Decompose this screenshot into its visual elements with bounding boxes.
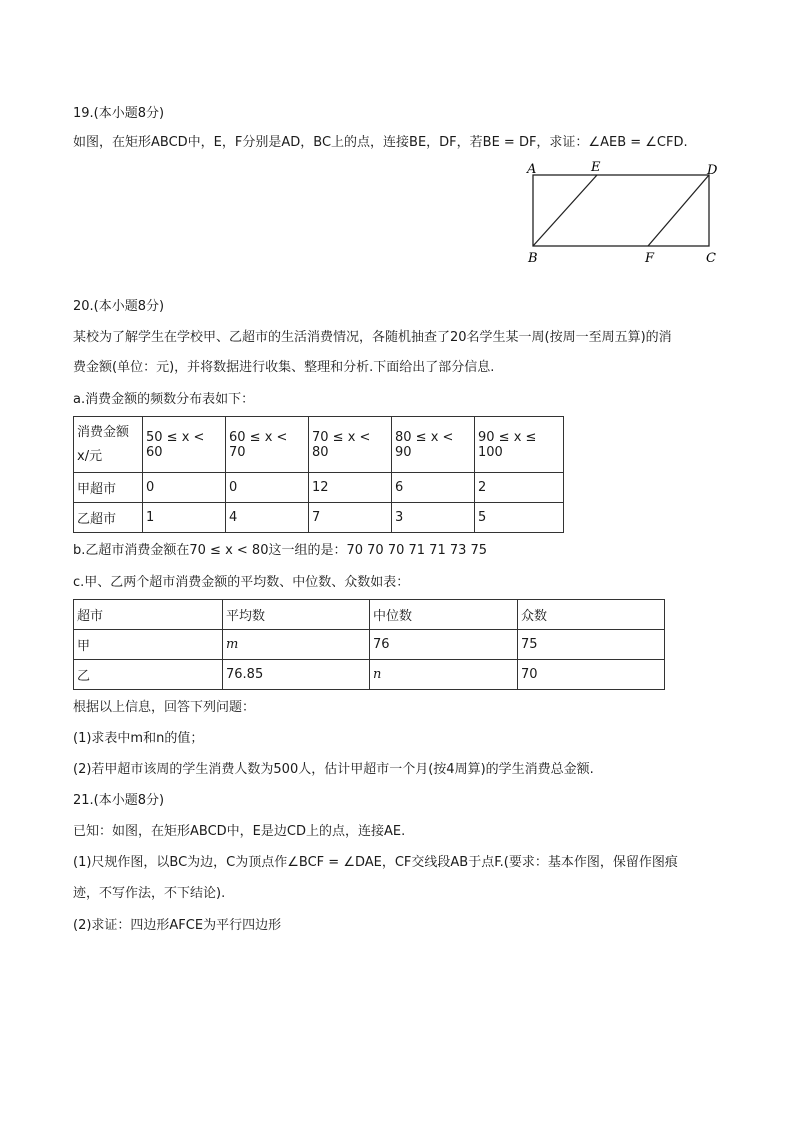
q20-part-c: c.甲、乙两个超市消费金额的平均数、中位数、众数如表： [73, 575, 410, 590]
rectangle-figure [520, 158, 730, 268]
table-cell: 4 [226, 503, 309, 533]
q21-question-1-line2: 迹，不写作法，不下结论). [73, 886, 226, 901]
table-row [74, 473, 564, 503]
range-cell: 90 ≤ x ≤ 100 [475, 417, 564, 473]
row-label: 乙超市 [74, 503, 143, 533]
q20-intro-line1: 某校为了解学生在学校甲、乙超市的生活消费情况，各随机抽查了20名学生某一周(按周一至周五算)的消 [73, 330, 672, 345]
table-cell: 12 [309, 473, 392, 503]
table-cell: 5 [475, 503, 564, 533]
q21-question-2: (2)求证：四边形AFCE为平行四边形 [73, 918, 282, 933]
label-c: C [706, 251, 716, 266]
header-cell: 众数 [518, 600, 665, 630]
table-cell: n [370, 660, 518, 690]
label-f: F [645, 251, 655, 266]
table-cell: 3 [392, 503, 475, 533]
table-cell: 0 [143, 473, 226, 503]
header-cell: 平均数 [223, 600, 370, 630]
q19-header: 19.(本小题8分) [73, 106, 165, 121]
header-amount-line1: 消费金额 [77, 424, 130, 440]
table-cell: 乙 [74, 660, 223, 690]
range-cell: 50 ≤ x < 60 [143, 417, 226, 473]
label-d: D [707, 163, 718, 178]
q20-question-2: (2)若甲超市该周的学生消费人数为500人，估计甲超市一个月(按4周算)的学生消费总金额. [73, 762, 594, 777]
table-header-row [74, 600, 665, 630]
q20-part-a: a.消费金额的频数分布表如下： [73, 392, 255, 407]
header-cell: 中位数 [370, 600, 518, 630]
table-cell: 70 [518, 660, 665, 690]
frequency-table [73, 416, 564, 533]
table-cell: 76.85 [223, 660, 370, 690]
header-cell-amount [74, 417, 143, 473]
q21-question-1-line1: (1)尺规作图，以BC为边，C为顶点作∠BCF = ∠DAE，CF交线段AB于点F.(要求：基本作图，保留作图痕 [73, 855, 678, 870]
header-cell: 超市 [74, 600, 223, 630]
q21-header: 21.(本小题8分) [73, 793, 165, 808]
q20-intro-line2: 费金额(单位：元)，并将数据进行收集、整理和分析.下面给出了部分信息. [73, 360, 495, 375]
table-cell: 甲 [74, 630, 223, 660]
range-cell: 60 ≤ x < 70 [226, 417, 309, 473]
label-b: B [528, 251, 538, 266]
table-cell: 76 [370, 630, 518, 660]
segment-be [533, 175, 597, 246]
table-cell: 2 [475, 473, 564, 503]
table-header-row [74, 417, 564, 473]
segment-df [648, 175, 709, 246]
range-cell: 70 ≤ x < 80 [309, 417, 392, 473]
table-cell: 75 [518, 630, 665, 660]
range-cell: 80 ≤ x < 90 [392, 417, 475, 473]
row-label: 甲超市 [74, 473, 143, 503]
q20-question-1: (1)求表中m和n的值； [73, 731, 204, 746]
table-row [74, 660, 665, 690]
rectangle-abcd [533, 175, 709, 246]
table-cell: 0 [226, 473, 309, 503]
table-cell: 1 [143, 503, 226, 533]
table-cell: 6 [392, 473, 475, 503]
q20-header: 20.(本小题8分) [73, 299, 165, 314]
label-e: E [591, 160, 601, 175]
q20-prompt: 根据以上信息，回答下列问题： [73, 700, 256, 715]
label-a: A [527, 162, 537, 177]
q21-intro: 已知：如图，在矩形ABCD中，E是边CD上的点，连接AE. [73, 824, 406, 839]
table-cell: 7 [309, 503, 392, 533]
header-amount-line2: x/元 [77, 448, 103, 464]
statistics-table [73, 599, 665, 690]
table-row [74, 630, 665, 660]
q20-part-b: b.乙超市消费金额在70 ≤ x < 80这一组的是：70 70 70 71 71 73 75 [73, 543, 488, 558]
table-row [74, 503, 564, 533]
table-cell: m [223, 630, 370, 660]
q19-text: 如图，在矩形ABCD中，E，F分别是AD，BC上的点，连接BE，DF，若BE = DF，求证：∠AEB = ∠CFD. [73, 135, 688, 150]
